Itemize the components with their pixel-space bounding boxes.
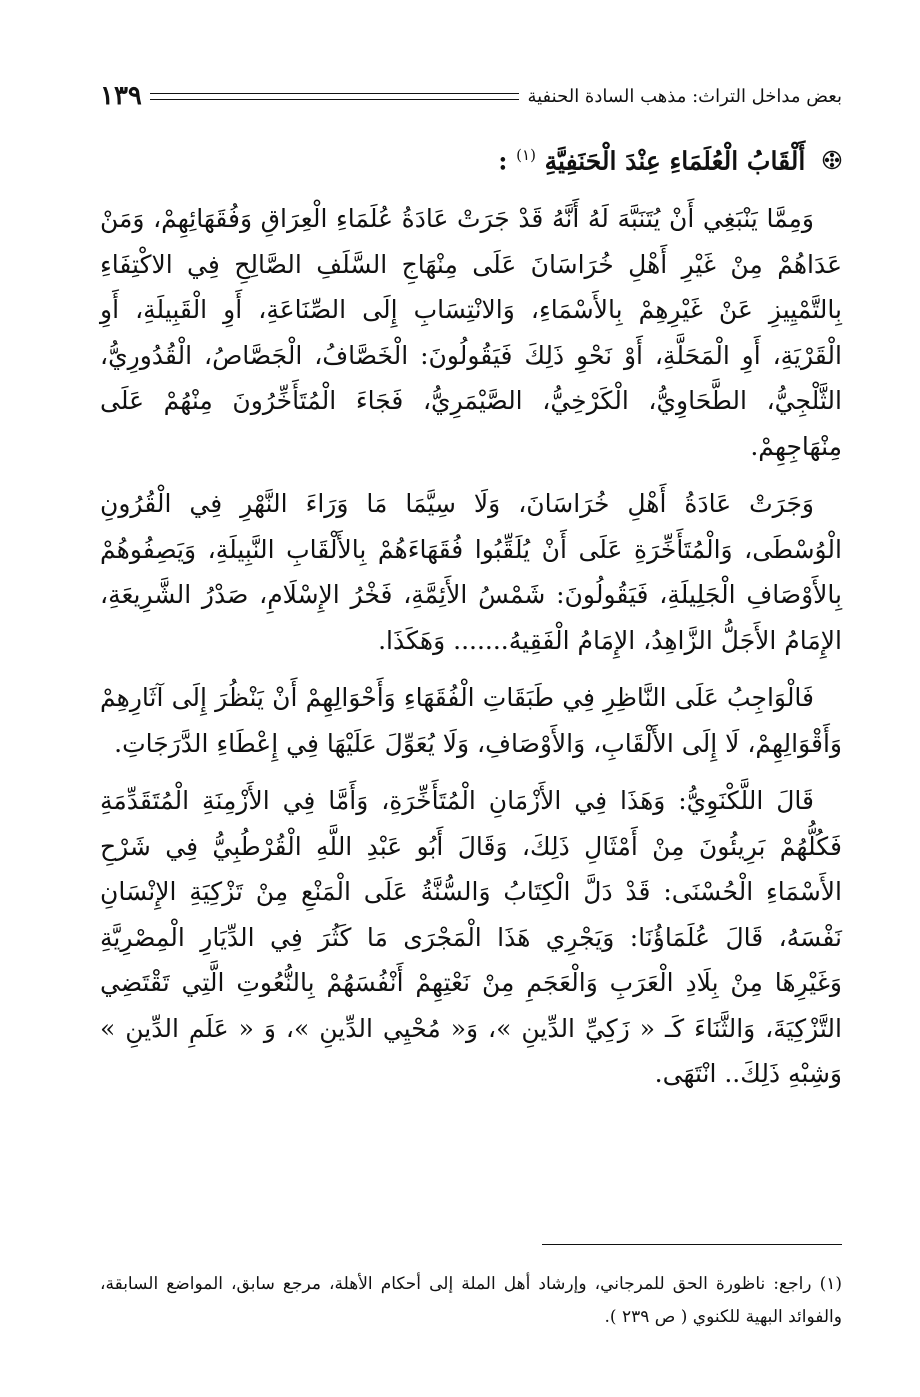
footnote: (١) راجع: ناظورة الحق للمرجاني، وإرشاد أهل الملة إلى أحكام الأهلة، مرجع سابق، المواضع السابقة، والفوائد البهية للكنوي ( ص ٢٣٩ ). xyxy=(100,1274,842,1327)
header-double-rule xyxy=(150,93,520,100)
footnote-reference[interactable]: (١) xyxy=(516,146,536,164)
paragraph: قَالَ اللَّكْنَوِيُّ: وَهَذَا فِي الأَزْمَانِ الْمُتَأَخِّرَةِ، وَأَمَّا فِي الأَزْمِنَةِ الْمُتَقَدِّمَةِ فَكُلُّهُمْ بَرِيئُونَ مِنْ أَمْثَالِ ذَلِكَ، وَقَالَ أَبُو عَبْدِ اللَّهِ الْقُرْطُبِيُّ فِي شَرْحِ الأَسْمَاءِ الْحُسْنَى: قَدْ دَلَّ الْكِتَابُ وَالسُّنَّةُ عَلَى الْمَنْعِ مِنْ تَزْكِيَةِ الإِنْسَانِ نَفْسَهُ، قَالَ عُلَمَاؤُنَا: وَيَجْرِي هَذَا الْمَجْرَى مَا كَثُرَ فِي الدِّيَارِ الْمِصْرِيَّةِ وَغَيْرِهَا مِنْ بِلَادِ الْعَرَبِ وَالْعَجَمِ مِنْ نَعْتِهِمْ أَنْفُسَهُمْ بِالنُّعُوتِ الَّتِي تَقْتَضِي التَّزْكِيَةَ، وَالثَّنَاءَ كَـ « زَكِيِّ الدِّينِ »، وَ« مُحْيِي الدِّينِ »، وَ « عَلَمِ الدِّينِ » وَشِبْهِ ذَلِكَ.. انْتَهَى. xyxy=(100,786,842,1088)
page-number: ١٣٩ xyxy=(100,81,142,111)
main-text xyxy=(100,196,842,1109)
section-heading-colon: : xyxy=(498,146,508,176)
paragraph: وَجَرَتْ عَادَةُ أَهْلِ خُرَاسَانَ، وَلَا سِيَّمَا مَا وَرَاءَ النَّهْرِ فِي الْقُرُونِ الْوُسْطَى، وَالْمُتَأَخِّرَةِ عَلَى أَنْ يُلَقِّبُوا فُقَهَاءَهُمْ بِالأَلْقَابِ النَّبِيلَةِ، وَيَصِفُوهُمْ بِالأَوْصَافِ الْجَلِيلَةِ، فَيَقُولُونَ: شَمْسُ الأَئِمَّةِ، فَخْرُ الإِسْلَامِ، صَدْرُ الشَّرِيعَةِ، الإِمَامُ الأَجَلُّ الزَّاهِدُ، الإِمَامُ الْفَقِيهُ....... وَهَكَذَا. xyxy=(100,489,842,655)
header-title: بعض مداخل التراث: مذهب السادة الحنفية xyxy=(527,85,842,107)
flower-ornament-icon xyxy=(822,150,842,175)
paragraph: وَمِمَّا يَنْبَغِي أَنْ يُتَنَبَّهَ لَهُ أَنَّهُ قَدْ جَرَتْ عَادَةُ عُلَمَاءِ الْعِرَاقِ وَفُقَهَائِهِمْ، وَمَنْ عَدَاهُمْ مِنْ غَيْرِ أَهْلِ خُرَاسَانَ عَلَى مِنْهَاجِ السَّلَفِ الصَّالِحِ فِي الاكْتِفَاءِ بِالتَّمْيِيزِ عَنْ غَيْرِهِمْ بِالأَسْمَاءِ، وَالانْتِسَابِ إِلَى الصِّنَاعَةِ، أَوِ الْقَبِيلَةِ، أَوِ الْقَرْيَةِ، أَوِ الْمَحَلَّةِ، أَوْ نَحْوِ ذَلِكَ فَيَقُولُونَ: الْخَصَّافُ، الْجَصَّاصُ، الْقُدُورِيُّ، الثَّلْجِيُّ، الطَّحَاوِيُّ، الْكَرْخِيُّ، الصَّيْمَرِيُّ، فَجَاءَ الْمُتَأَخِّرُونَ مِنْهُمْ عَلَى مِنْهَاجِهِمْ. xyxy=(100,204,842,461)
section-heading xyxy=(498,146,842,175)
running-header xyxy=(100,80,842,112)
section-heading-text: أَلْقَابُ الْعُلَمَاءِ عِنْدَ الْحَنَفِيَّةِ xyxy=(544,146,806,176)
book-page xyxy=(100,70,842,1370)
footnotes xyxy=(100,1268,842,1334)
footnote-separator xyxy=(542,1244,842,1245)
paragraph: فَالْوَاجِبُ عَلَى النَّاظِرِ فِي طَبَقَاتِ الْفُقَهَاءِ وَأَحْوَالِهِمْ أَنْ يَنْظُرَ إِلَى آثَارِهِمْ وَأَقْوَالِهِمْ، لَا إِلَى الأَلْقَابِ، وَالأَوْصَافِ، وَلَا يُعَوِّلَ عَلَيْهَا فِي إِعْطَاءِ الدَّرَجَاتِ. xyxy=(100,683,842,758)
